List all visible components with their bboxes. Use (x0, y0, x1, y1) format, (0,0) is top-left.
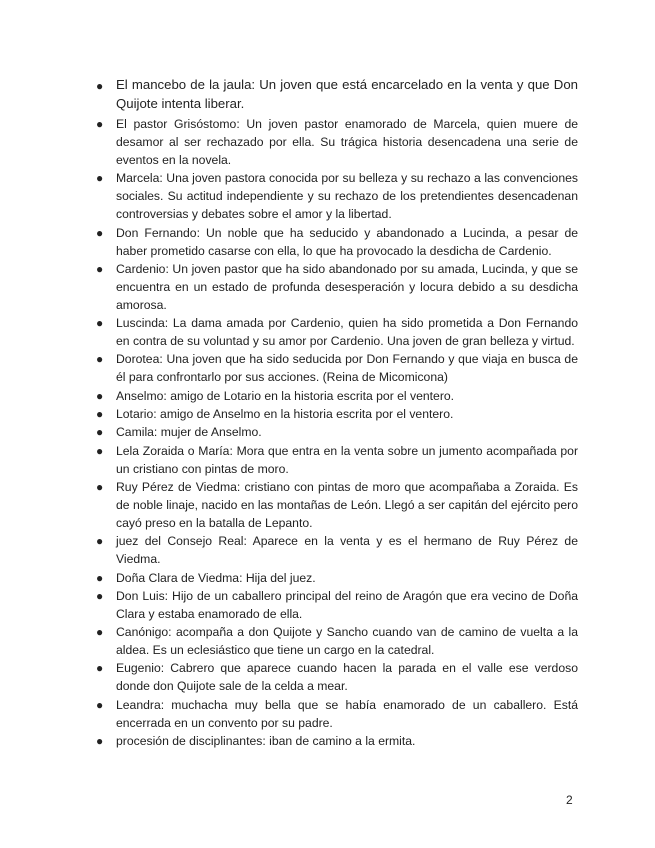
list-item (95, 587, 578, 623)
list-item-text: procesión de disciplinantes: iban de camino a la ermita. (116, 734, 416, 749)
list-item (95, 405, 578, 423)
list-item-text: Doña Clara de Viedma: Hija del juez. (116, 570, 316, 585)
list-item (95, 115, 578, 169)
bullet-icon: ● (96, 570, 104, 585)
list-item (95, 569, 578, 587)
list-item (95, 76, 578, 113)
bullet-icon: ● (96, 117, 104, 131)
bullet-icon: ● (96, 225, 104, 240)
list-item (95, 696, 578, 732)
list-item (95, 224, 578, 260)
list-item-text: Cardenio: Un joven pastor que ha sido abandonado por su amada, Lucinda, y que se encuentra en un estado de profunda desesperación y locura debido a su desdicha amorosa. (116, 261, 578, 312)
bullet-icon: ● (96, 407, 104, 422)
list-item (95, 350, 578, 386)
bullet-icon: ● (96, 316, 104, 331)
list-item-text: Don Luis: Hijo de un caballero principal del reino de Aragón que era vecino de Doña Clara y estaba enamorado de ella. (116, 588, 578, 621)
list-item (95, 478, 578, 532)
list-item-text: Camila: mujer de Anselmo. (116, 425, 262, 440)
bullet-icon: ● (96, 534, 104, 549)
list-item (95, 732, 578, 750)
page-number: 2 (566, 793, 573, 807)
list-item-text: Eugenio: Cabrero que aparece cuando hacen la parada en el valle ese verdoso donde don Quijote sale de la celda a mear. (116, 661, 578, 694)
list-item-text: Don Fernando: Un noble que ha seducido y abandonado a Lucinda, a pesar de haber prometido casarse con ella, lo que ha provocado la desdicha de Cardenio. (116, 225, 578, 258)
list-item (95, 314, 578, 350)
list-item (95, 423, 578, 441)
list-item (95, 623, 578, 659)
list-item-text: juez del Consejo Real: Aparece en la venta y es el hermano de Ruy Pérez de Viedma. (116, 534, 578, 567)
list-item-text: Lotario: amigo de Anselmo en la historia escrita por el ventero. (116, 407, 454, 422)
list-item-text: Dorotea: Una joven que ha sido seducida por Don Fernando y que viaja en busca de él para confrontarlo por sus acciones. (Reina de Micomicona) (116, 352, 578, 385)
list-item-text: El mancebo de la jaula: Un joven que está encarcelado en la venta y que Don Quijote intenta liberar. (116, 77, 578, 111)
list-item-text: Canónigo: acompaña a don Quijote y Sancho cuando van de camino de vuelta a la aldea. Es un eclesiástico que tiene un cargo en la catedral. (116, 625, 578, 658)
list-item-text: Luscinda: La dama amada por Cardenio, quien ha sido prometida a Don Fernando en contra de su voluntad y su amor por Cardenio. Una joven de gran belleza y virtud. (116, 316, 578, 349)
bullet-icon: ● (96, 697, 104, 712)
list-item (95, 659, 578, 695)
bullet-icon: ● (96, 352, 104, 367)
list-item-text: Anselmo: amigo de Lotario en la historia escrita por el ventero. (116, 388, 455, 403)
character-list (95, 76, 578, 750)
bullet-icon: ● (96, 588, 104, 603)
list-item-text: Leandra: muchacha muy bella que se había enamorado de un caballero. Está encerrada en un convento por su padre. (116, 697, 578, 730)
bullet-icon: ● (96, 388, 104, 403)
list-item (95, 532, 578, 568)
list-item (95, 387, 578, 405)
list-item-text: El pastor Grisóstomo: Un joven pastor enamorado de Marcela, quien muere de desamor al ser rechazado por ella. Su trágica historia desencadena una serie de eventos en la novela. (116, 117, 578, 167)
bullet-icon: ● (96, 261, 104, 276)
bullet-icon: ● (96, 625, 104, 640)
list-item-text: Marcela: Una joven pastora conocida por su belleza y su rechazo a las convenciones sociales. Su actitud independiente y su rechazo de los pretendientes desencadenan controversias y debates sobre el amor y la libertad. (116, 171, 578, 222)
list-item (95, 260, 578, 314)
bullet-icon: ● (96, 479, 104, 494)
bullet-icon: ● (96, 425, 104, 440)
bullet-icon: ● (96, 734, 104, 749)
list-item (95, 442, 578, 478)
list-item-text: Lela Zoraida o María: Mora que entra en la venta sobre un jumento acompañada por un cristiano con pintas de moro. (116, 443, 578, 476)
bullet-icon: ● (96, 171, 104, 186)
list-item-text: Ruy Pérez de Viedma: cristiano con pintas de moro que acompañaba a Zoraida. Es de noble linaje, nacido en las montañas de León. Llegó a ser capitán del ejército pero cayó preso en la batalla de Lepanto. (116, 479, 578, 530)
bullet-icon: ● (96, 443, 104, 458)
list-item (95, 169, 578, 223)
bullet-icon: ● (96, 79, 104, 93)
bullet-icon: ● (96, 661, 104, 676)
